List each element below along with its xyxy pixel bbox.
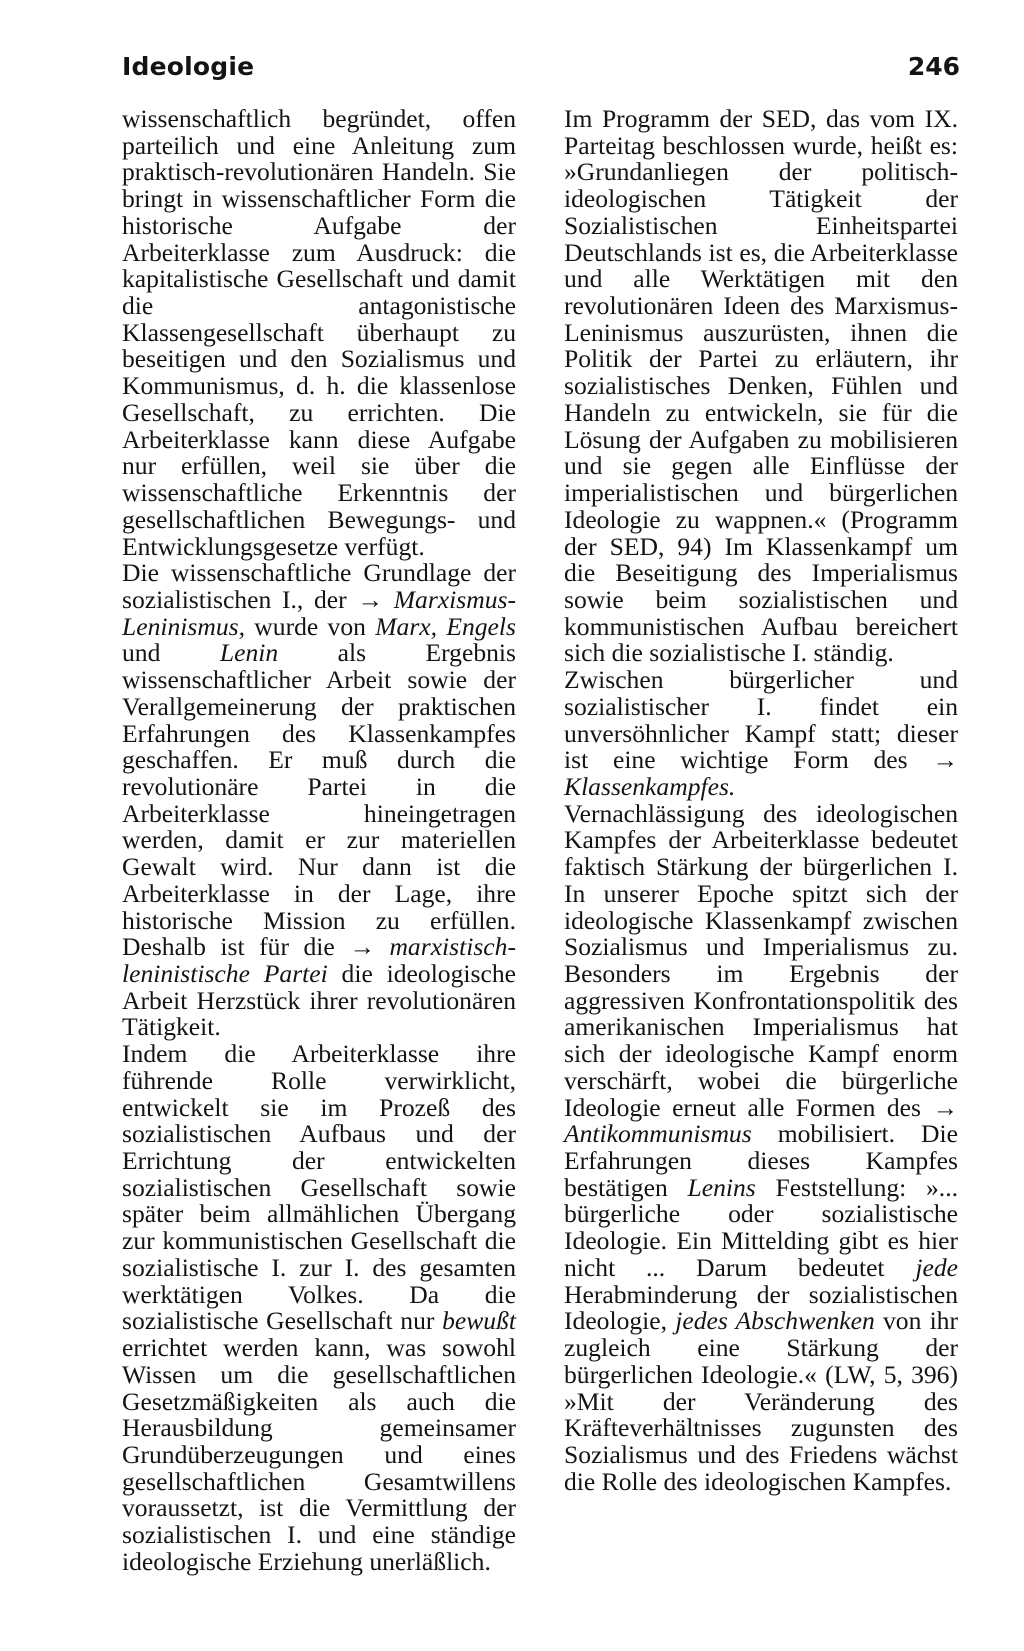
- text-run: und: [122, 638, 220, 668]
- text-run: wurde von: [245, 611, 376, 641]
- cross-reference: Antikommunismus: [564, 1119, 752, 1149]
- page-header: [122, 52, 960, 92]
- text-run: Feststellung: »... bürgerliche oder sozialistische Ideologie. Ein Mittelding gibt es hier nicht ... Darum bedeutet: [564, 1172, 958, 1282]
- see-also-arrow-icon: →: [932, 1092, 958, 1122]
- text-run: Indem die Arbeiterklasse ihre führende Rolle verwirklicht, entwickelt sie im Prozeß des sozialistischen Aufbaus und der Errichtung der entwickelten sozialistischen Gesellschaft sowie später beim allmählichen Übergang zur kommunistischen Gesellschaft die sozialistische I. zur I. des gesamten werktätigen Volkes. Da die sozialistische Gesellschaft nur: [122, 1039, 516, 1336]
- paragraph: [122, 106, 516, 560]
- text-run: von ihr zugleich eine Stärkung der bürgerlichen Ideologie.« (LW, 5, 396) »Mit der Veränderung des Kräfteverhältnisses zugunsten des Sozialismus und des Friedens wächst die Rolle des ideologischen Kampfes.: [564, 1306, 958, 1496]
- text-run: Herabminderung der sozialistischen Ideologie,: [564, 1279, 958, 1336]
- text-run: mobilisiert. Die Erfahrungen dieses Kampfes bestätigen: [564, 1119, 958, 1202]
- see-also-arrow-icon: →: [357, 584, 394, 614]
- cross-reference: Marxismus-Leninismus,: [122, 584, 516, 641]
- cross-reference: jedes Abschwenken: [675, 1306, 875, 1336]
- text-run: Die wissenschaftliche Grundlage der sozialistischen I., der: [122, 558, 516, 614]
- cross-reference: marxistisch-leninistische Partei: [122, 932, 516, 988]
- paragraph: [564, 106, 958, 667]
- see-also-arrow-icon: →: [349, 932, 390, 962]
- cross-reference: Lenins: [687, 1172, 756, 1202]
- cross-reference: Lenin: [219, 638, 279, 668]
- text-run: errichtet werden kann, was sowohl Wissen um die gesellschaftlichen Gesetzmäßigkeiten als auch die Herausbildung gemeinsamer Grundüberzeugungen und eines gesellschaftlichen Gesamtwillens voraussetzt, ist die Vermittlung der sozialistischen I. und eine ständige ideologische Erziehung unerläßlich.: [122, 1333, 516, 1576]
- text-run: die ideologische Arbeit Herzstück ihrer revolutionären Tätigkeit.: [122, 959, 516, 1042]
- cross-reference: Marx, Engels: [375, 611, 516, 641]
- paragraph: [122, 1041, 516, 1575]
- text-run: Im Programm der SED, das vom IX. Parteitag beschlossen wurde, heißt es: »Grundanliegen der politisch-ideologischen Tätigkeit der Sozialistischen Einheitspartei Deutschlands ist es, die Arbeiterklasse und alle Werktätigen mit den revolutionären Ideen des Marxismus-Leninismus auszurüsten, ihnen die Politik der Partei zu erläutern, ihr sozialistisches Denken, Fühlen und Handeln zu entwickeln, sie für die Lösung der Aufgaben zu mobilisieren und sie gegen alle Einflüsse der imperialistischen und bürgerlichen Ideologie zu wappnen.« (Programm der SED, 94) Im Klassenkampf um die Beseitigung des Imperialismus sowie beim sozialistischen und kommunistischen Aufbau bereichert sich die sozialistische I. ständig.: [564, 104, 958, 668]
- see-also-arrow-icon: →: [932, 745, 958, 775]
- left-column: [122, 106, 516, 1576]
- cross-reference: bewußt: [442, 1306, 516, 1336]
- text-run: Zwischen bürgerlicher und sozialistischer I. findet ein unversöhnlicher Kampf statt; dieser ist eine wichtige Form des: [564, 665, 958, 775]
- cross-reference: Klassenkampfes.: [564, 771, 736, 801]
- text-run: Vernachlässigung des ideologischen Kampfes der Arbeiterklasse bedeutet faktisch Stärkung der bürgerlichen I. In unserer Epoche spitzt sich der ideologische Klassenkampf zwischen Sozialismus und Imperialismus zu. Besonders im Ergebnis der aggressiven Konfrontationspolitik des amerikanischen Imperialismus hat sich der ideologische Kampf enorm verschärft, wobei die bürgerliche Ideologie erneut alle Formen des: [564, 798, 958, 1122]
- paragraph: [564, 667, 958, 801]
- paragraph: [564, 798, 958, 1496]
- page-number: 246: [907, 52, 960, 81]
- text-run: wissenschaftlich begründet, offen parteilich und eine Anleitung zum praktisch-revolutionären Handeln. Sie bringt in wissenschaftlicher Form die historische Aufgabe der Arbeiterklasse zum Ausdruck: die kapitalistische Gesellschaft und damit die antagonistische Klassengesellschaft überhaupt zu beseitigen und den Sozialismus und Kommunismus, d. h. die klassenlose Gesellschaft, zu errichten. Die Arbeiterklasse kann diese Aufgabe nur erfüllen, weil sie über die wissenschaftliche Erkenntnis der gesellschaftlichen Bewegungs- und Entwicklungsgesetze verfügt.: [122, 104, 516, 561]
- cross-reference: jede: [915, 1252, 958, 1282]
- right-column: [564, 106, 958, 1495]
- text-run: als Ergebnis wissenschaftlicher Arbeit sowie der Verallgemeinerung der praktischen Erfahrungen des Klassenkampfes geschaffen. Er muß durch die revolutionäre Partei in die Arbeiterklasse hineingetragen werden, damit er zur materiellen Gewalt wird. Nur dann ist die Arbeiterklasse in der Lage, ihre historische Mission zu erfüllen. Deshalb ist für die: [122, 638, 516, 962]
- paragraph: [122, 560, 516, 1041]
- entry-title: Ideologie: [122, 52, 255, 81]
